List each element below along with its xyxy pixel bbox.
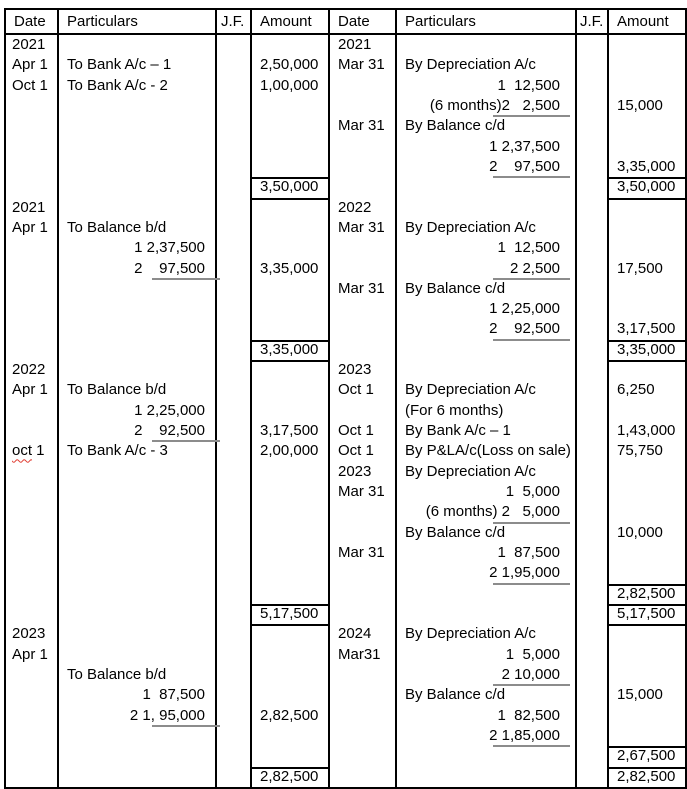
ledger-table bbox=[4, 8, 687, 789]
amount-cell: 10,000 bbox=[617, 523, 663, 541]
date-cell: 2023 bbox=[12, 625, 46, 643]
date-cell: Oct 1 bbox=[338, 442, 374, 460]
particulars-amount-detail: 1 87,500 bbox=[497, 544, 560, 561]
amount-cell: 2,00,000 bbox=[260, 442, 319, 460]
date-cell: Mar 31 bbox=[338, 56, 385, 74]
misspelled-word: oct bbox=[12, 442, 33, 460]
amount-cell: 1,43,000 bbox=[617, 422, 676, 440]
date-cell: Oct 1 bbox=[12, 76, 48, 94]
amount-subtotal-cell: 2,82,500 bbox=[617, 584, 676, 602]
particulars-cell: To Balance b/d bbox=[67, 218, 167, 236]
amount-total-cell: 5,17,500 bbox=[617, 604, 676, 622]
particulars-cell: By Balance c/d bbox=[405, 686, 506, 704]
particulars-amount-detail: 2 10,000 bbox=[397, 665, 560, 685]
sum-underline bbox=[493, 339, 570, 341]
date-cell: Mar 31 bbox=[338, 218, 385, 236]
header-jf-right: J.F. bbox=[580, 13, 604, 30]
sum-underline bbox=[493, 176, 570, 178]
particulars-amount-detail: 2 97,500 bbox=[59, 259, 205, 279]
total-rule bbox=[252, 198, 328, 200]
date-cell: 2022 bbox=[338, 198, 372, 216]
header-date-left: Date bbox=[14, 13, 46, 30]
date-cell: 2021 bbox=[12, 198, 46, 216]
particulars-cell: By Balance c/d bbox=[405, 523, 506, 541]
particulars-cell: By Bank A/c – 1 bbox=[405, 422, 511, 440]
sum-underline bbox=[152, 725, 220, 727]
particulars-cell: By Balance c/d bbox=[405, 117, 506, 135]
particulars-cell: (For 6 months) bbox=[405, 401, 504, 419]
amount-cell: 3,17,500 bbox=[260, 422, 319, 440]
particulars-cell: By Balance c/d bbox=[405, 279, 506, 297]
amount-total-cell: 5,17,500 bbox=[260, 604, 319, 622]
date-cell: Mar 31 bbox=[338, 279, 385, 297]
particulars-cell: By Depreciation A/c bbox=[405, 56, 536, 74]
date-cell: 2021 bbox=[338, 36, 372, 53]
particulars-cell: By Depreciation A/c bbox=[405, 381, 536, 399]
particulars-amount-detail: 2 1,85,000 bbox=[397, 726, 560, 746]
total-rule bbox=[252, 624, 328, 626]
header-amount-right: Amount bbox=[617, 13, 669, 30]
total-rule bbox=[609, 198, 685, 200]
particulars-amount-detail: 2 1,95,000 bbox=[397, 563, 560, 583]
particulars-amount-detail: 1 12,500 bbox=[497, 239, 560, 257]
date-cell: Mar31 bbox=[338, 645, 381, 663]
particulars-cell: By Depreciation A/c bbox=[405, 218, 536, 236]
particulars-amount-detail: 1 2,37,500 bbox=[489, 137, 560, 155]
header-jf-left: J.F. bbox=[221, 13, 245, 30]
date-cell: Mar 31 bbox=[338, 117, 385, 135]
particulars-amount-detail: 1 5,000 bbox=[505, 483, 560, 501]
amount-total-cell: 3,35,000 bbox=[617, 340, 676, 358]
amount-cell: 2,82,500 bbox=[260, 706, 319, 724]
particulars-amount-detail: 1 82,500 bbox=[497, 706, 560, 724]
column-divider bbox=[250, 10, 252, 787]
date-cell: Apr 1 bbox=[12, 381, 48, 399]
sum-underline bbox=[493, 745, 570, 747]
amount-cell: 15,000 bbox=[617, 96, 663, 114]
date-cell: 2024 bbox=[338, 625, 372, 643]
amount-cell: 1,00,000 bbox=[260, 76, 319, 94]
particulars-amount-detail: 2 92,500 bbox=[397, 319, 560, 339]
particulars-amount-detail: (6 months)2 2,500 bbox=[397, 96, 560, 116]
amount-cell: 15,000 bbox=[617, 686, 663, 704]
particulars-amount-detail: 2 97,500 bbox=[397, 157, 560, 177]
amount-total-cell: 3,50,000 bbox=[617, 178, 676, 196]
column-divider bbox=[575, 10, 577, 787]
amount-total-cell: 3,35,000 bbox=[260, 340, 319, 358]
date-cell: 2021 bbox=[12, 36, 46, 53]
amount-cell: 3,35,000 bbox=[260, 259, 319, 277]
sum-underline bbox=[493, 583, 570, 585]
date-cell: oct 1 bbox=[12, 442, 45, 460]
date-cell: 2022 bbox=[12, 361, 46, 379]
total-rule bbox=[609, 624, 685, 626]
particulars-cell: To Bank A/c – 1 bbox=[67, 56, 172, 74]
particulars-amount-detail: 1 12,500 bbox=[497, 76, 560, 94]
amount-total-cell: 3,50,000 bbox=[260, 178, 319, 196]
particulars-cell: To Bank A/c - 3 bbox=[67, 442, 168, 460]
date-cell: 2023 bbox=[338, 462, 372, 480]
column-divider bbox=[215, 10, 217, 787]
header-date-right: Date bbox=[338, 13, 370, 30]
particulars-cell: By P&LA/c(Loss on sale) bbox=[405, 442, 571, 460]
amount-cell: 3,17,500 bbox=[617, 320, 676, 338]
particulars-amount-detail: 1 2,25,000 bbox=[489, 300, 560, 318]
particulars-amount-detail: 2 2,500 bbox=[397, 259, 560, 279]
date-cell: 2023 bbox=[338, 361, 372, 379]
date-cell: Mar 31 bbox=[338, 544, 385, 561]
column-divider bbox=[328, 10, 330, 787]
amount-cell: 3,35,000 bbox=[617, 157, 676, 175]
particulars-cell: To Balance b/d bbox=[67, 381, 167, 399]
sum-underline bbox=[152, 278, 220, 280]
particulars-amount-detail: 1 87,500 bbox=[142, 686, 205, 704]
particulars-amount-detail: 1 5,000 bbox=[505, 645, 560, 663]
particulars-amount-detail: 2 1, 95,000 bbox=[59, 706, 205, 726]
particulars-cell: To Bank A/c - 2 bbox=[67, 76, 168, 94]
amount-cell: 6,250 bbox=[617, 381, 655, 399]
date-cell: Apr 1 bbox=[12, 645, 48, 663]
column-divider bbox=[57, 10, 59, 787]
date-cell: Oct 1 bbox=[338, 422, 374, 440]
total-rule bbox=[252, 360, 328, 362]
particulars-cell: To Balance b/d bbox=[67, 665, 167, 683]
amount-total-cell: 2,82,500 bbox=[260, 767, 319, 785]
date-cell: Apr 1 bbox=[12, 56, 48, 74]
particulars-amount-detail: 2 92,500 bbox=[59, 421, 205, 441]
particulars-cell: By Depreciation A/c bbox=[405, 625, 536, 643]
header-particulars-right: Particulars bbox=[405, 13, 476, 30]
particulars-amount-detail: 1 2,25,000 bbox=[134, 401, 205, 419]
amount-subtotal-cell: 2,67,500 bbox=[617, 747, 676, 765]
header-particulars-left: Particulars bbox=[67, 13, 138, 30]
amount-cell: 2,50,000 bbox=[260, 56, 319, 74]
amount-cell: 17,500 bbox=[617, 259, 663, 277]
total-rule bbox=[609, 360, 685, 362]
header-amount-left: Amount bbox=[260, 13, 312, 30]
particulars-cell: By Depreciation A/c bbox=[405, 462, 536, 480]
particulars-amount-detail: 1 2,37,500 bbox=[134, 239, 205, 257]
particulars-amount-detail: (6 months) 2 5,000 bbox=[397, 502, 560, 522]
amount-total-cell: 2,82,500 bbox=[617, 767, 676, 785]
amount-cell: 75,750 bbox=[617, 442, 663, 460]
date-cell: Oct 1 bbox=[338, 381, 374, 399]
date-cell: Apr 1 bbox=[12, 218, 48, 236]
column-divider bbox=[607, 10, 609, 787]
date-cell: Mar 31 bbox=[338, 483, 385, 501]
